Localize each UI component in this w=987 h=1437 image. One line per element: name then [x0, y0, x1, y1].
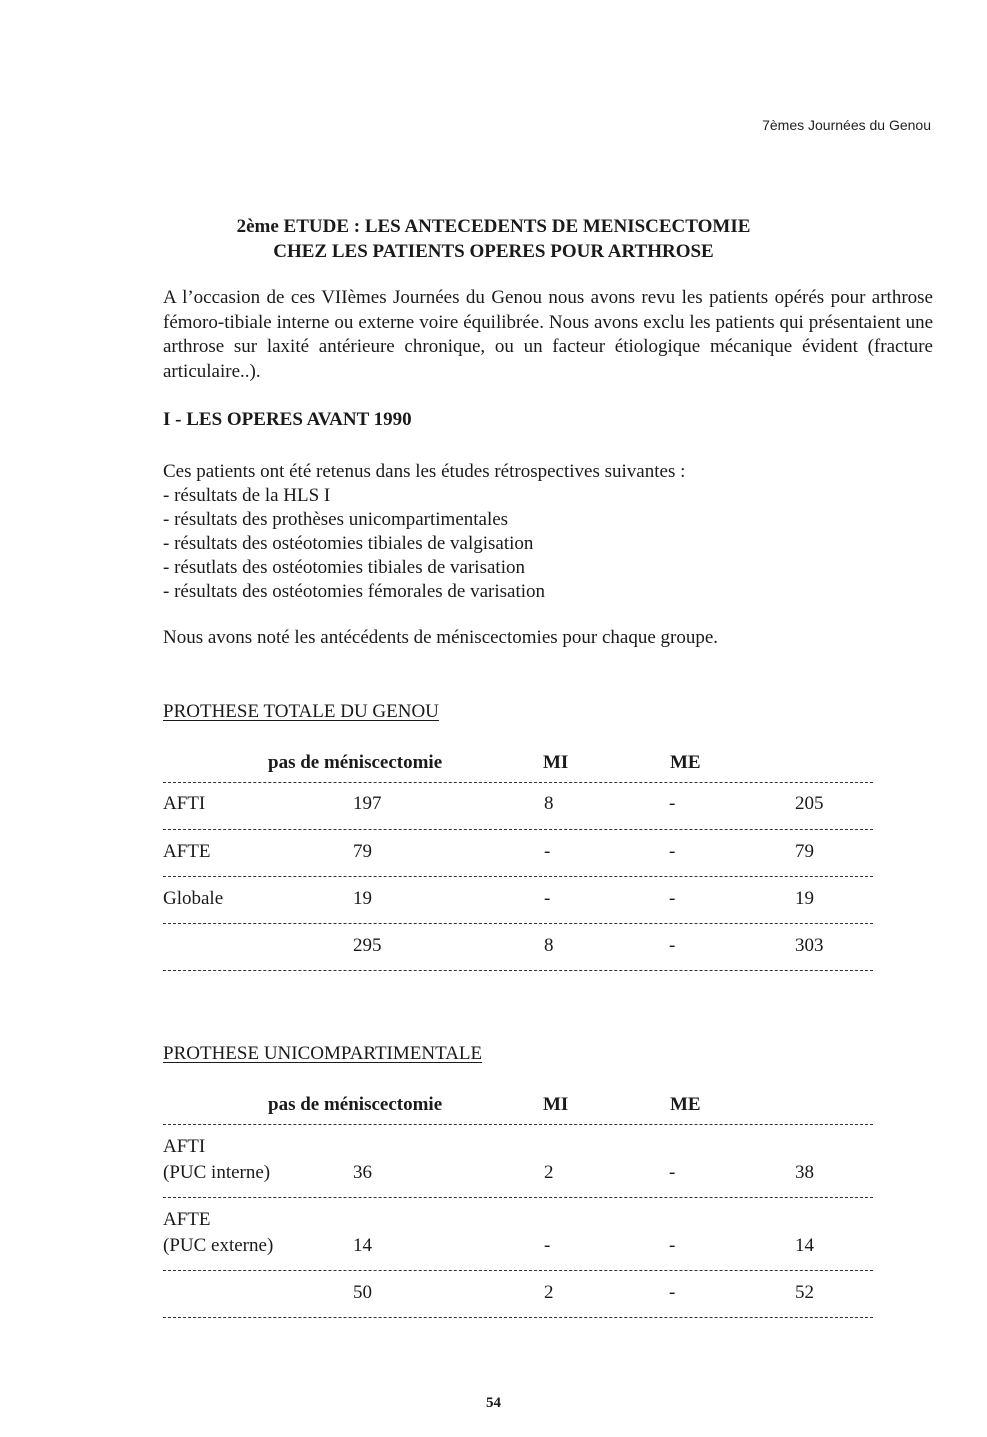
col-header-mi: MI	[543, 1094, 569, 1115]
col-header-me: ME	[670, 752, 701, 773]
row-sublabel: (PUC interne)	[163, 1162, 271, 1183]
cell-total: 14	[795, 1235, 814, 1256]
list-item: - résultats des ostéotomies fémorales de varisation	[163, 581, 546, 602]
cell-me: -	[669, 888, 676, 909]
list-item: - résutlats des ostéotomies tibiales de varisation	[163, 557, 525, 578]
cell-pas: 50	[353, 1282, 372, 1303]
study-list-lead: Ces patients ont été retenus dans les études rétrospectives suivantes :	[163, 461, 686, 482]
section-heading: I - LES OPERES AVANT 1990	[163, 409, 412, 430]
list-item: - résultats de la HLS I	[163, 485, 331, 506]
cell-me: -	[669, 793, 676, 814]
cell-pas: 295	[353, 935, 382, 956]
col-header-mi: MI	[543, 752, 569, 773]
list-item: - résultats des prothèses unicompartimentales	[163, 509, 509, 530]
table-row	[163, 830, 873, 876]
table-row	[163, 1198, 873, 1270]
cell-mi: -	[544, 1235, 551, 1256]
table-rule	[163, 970, 873, 971]
cell-mi: -	[544, 841, 551, 862]
row-label: AFTE	[163, 841, 211, 862]
cell-me: -	[669, 1235, 676, 1256]
col-header-pas: pas de méniscectomie	[268, 752, 443, 773]
running-header: 7èmes Journées du Genou	[762, 117, 931, 133]
cell-pas: 19	[353, 888, 372, 909]
row-label: AFTE	[163, 1209, 211, 1230]
study-list	[163, 460, 933, 604]
list-item: - résultats des ostéotomies tibiales de valgisation	[163, 533, 534, 554]
row-label: Globale	[163, 888, 224, 909]
table2	[163, 1086, 873, 1318]
cell-total: 52	[795, 1282, 814, 1303]
cell-pas: 36	[353, 1162, 372, 1183]
table1-title: PROTHESE TOTALE DU GENOU	[163, 701, 439, 722]
cell-pas: 197	[353, 793, 382, 814]
cell-me: -	[669, 935, 676, 956]
cell-pas: 79	[353, 841, 372, 862]
study-title	[0, 214, 987, 264]
study-title-line-2: CHEZ LES PATIENTS OPERES POUR ARTHROSE	[273, 241, 714, 262]
intro-text: A l’occasion de ces VIIèmes Journées du Genou nous avons revu les patients opérés pour arthrose fémoro-tibiale interne ou externe voire équilibrée. Nous avons exclu les patients qui présentaient une arthrose sur laxité antérieure chronique, ou un facteur étiologique mécanique évident (fracture articulaire..).	[163, 287, 933, 382]
table-rule	[163, 1317, 873, 1318]
cell-me: -	[669, 1282, 676, 1303]
study-title-line-1: 2ème ETUDE : LES ANTECEDENTS DE MENISCECTOMIE	[236, 216, 751, 237]
intro-paragraph	[163, 286, 933, 384]
page-number: 54	[486, 1395, 501, 1411]
table1	[163, 744, 873, 971]
cell-mi: 8	[544, 935, 554, 956]
cell-total: 303	[795, 935, 824, 956]
cell-pas: 14	[353, 1235, 372, 1256]
col-header-me: ME	[670, 1094, 701, 1115]
table-row-total	[163, 924, 873, 970]
group-note: Nous avons noté les antécédents de méniscectomies pour chaque groupe.	[163, 627, 719, 648]
table2-title: PROTHESE UNICOMPARTIMENTALE	[163, 1043, 483, 1064]
cell-mi: 8	[544, 793, 554, 814]
table-row	[163, 783, 873, 829]
table-row	[163, 1125, 873, 1197]
cell-total: 38	[795, 1162, 814, 1183]
row-label: AFTI	[163, 1136, 206, 1157]
cell-me: -	[669, 841, 676, 862]
row-sublabel: (PUC externe)	[163, 1235, 274, 1256]
table-row	[163, 877, 873, 923]
row-label: AFTI	[163, 793, 206, 814]
cell-me: -	[669, 1162, 676, 1183]
table2-header-row	[163, 1086, 873, 1124]
col-header-pas: pas de méniscectomie	[268, 1094, 443, 1115]
cell-mi: 2	[544, 1162, 554, 1183]
cell-total: 205	[795, 793, 824, 814]
cell-total: 79	[795, 841, 814, 862]
cell-mi: 2	[544, 1282, 554, 1303]
table-row-total	[163, 1271, 873, 1317]
cell-total: 19	[795, 888, 814, 909]
table1-header-row	[163, 744, 873, 782]
cell-mi: -	[544, 888, 551, 909]
